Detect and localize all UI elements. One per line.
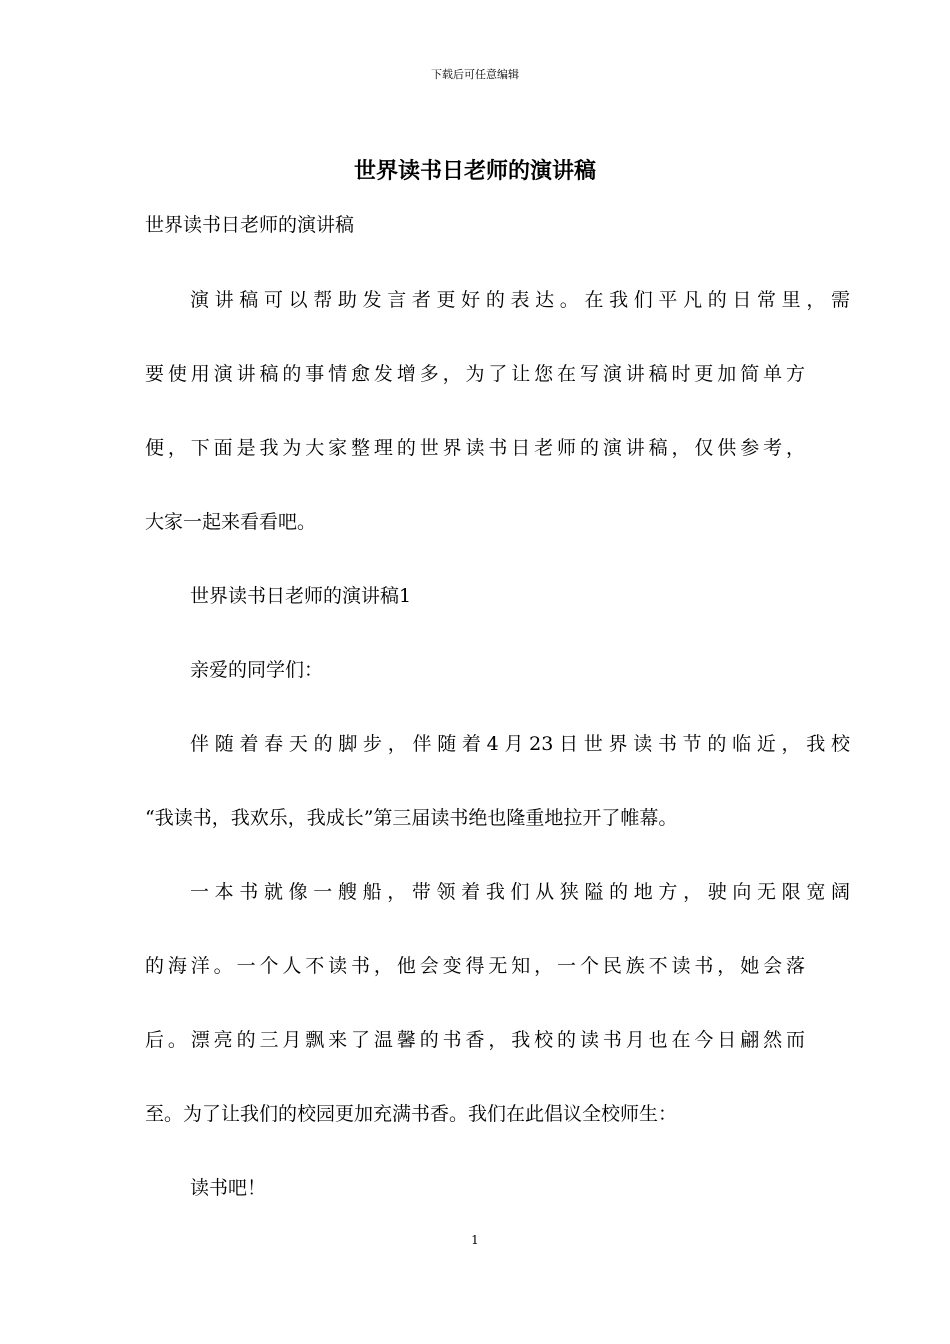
document-subtitle: 世界读书日老师的演讲稿 xyxy=(145,214,355,236)
intro-line: 便，下面是我为大家整理的世界读书日老师的演讲稿，仅供参考， xyxy=(145,437,805,459)
intro-line: 演讲稿可以帮助发言者更好的表达。在我们平凡的日常里，需 xyxy=(190,289,850,311)
paragraph-1 xyxy=(145,730,850,832)
paragraph-line: 伴随着春天的脚步，伴随着4月23日世界读书节的临近，我校 xyxy=(190,733,850,755)
closing-line: 读书吧！ xyxy=(190,1177,267,1199)
section-heading: 世界读书日老师的演讲稿1 xyxy=(190,585,412,607)
paragraph-line: 至。为了让我们的校园更加充满书香。我们在此倡议全校师生： xyxy=(145,1103,678,1125)
header-note: 下载后可任意编辑 xyxy=(431,68,519,81)
document-title: 世界读书日老师的演讲稿 xyxy=(353,158,596,184)
intro-line: 大家一起来看看吧。 xyxy=(145,511,317,533)
intro-paragraph xyxy=(145,286,850,536)
intro-line: 要使用演讲稿的事情愈发增多，为了让您在写演讲稿时更加简单方 xyxy=(145,363,805,385)
page-number: 1 xyxy=(471,1233,479,1247)
paragraph-line: 后。漂亮的三月飘来了温馨的书香，我校的读书月也在今日翩然而 xyxy=(145,1029,805,1051)
paragraph-line: 一本书就像一艘船，带领着我们从狭隘的地方，驶向无限宽阔 xyxy=(190,881,850,903)
paragraph-line: 的海洋。一个人不读书，他会变得无知，一个民族不读书，她会落 xyxy=(145,955,805,977)
greeting: 亲爱的同学们： xyxy=(190,659,324,681)
paragraph-line: “我读书，我欢乐，我成长”第三届读书绝也隆重地拉开了帷幕。 xyxy=(145,807,678,829)
paragraph-2 xyxy=(145,878,850,1128)
document-body xyxy=(145,286,850,1248)
